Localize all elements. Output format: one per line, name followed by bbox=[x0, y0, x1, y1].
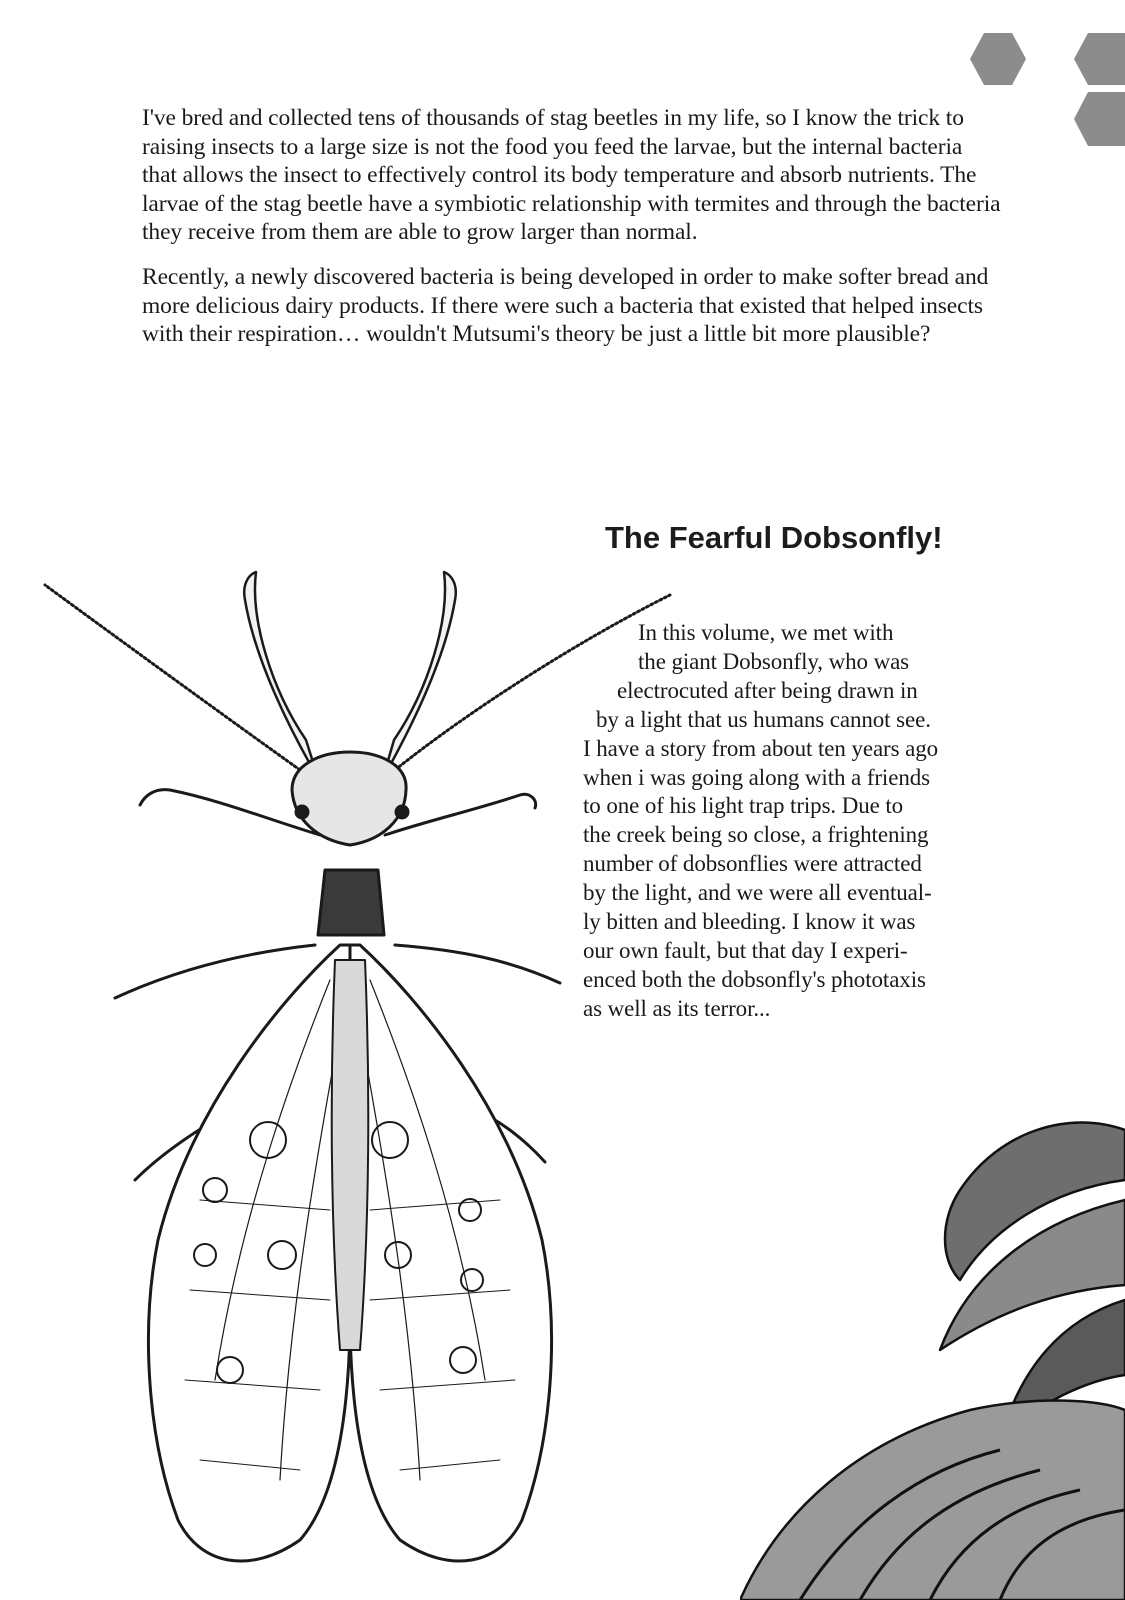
story-line: as well as its terror... bbox=[583, 995, 771, 1021]
dobsonfly-illustration bbox=[0, 560, 680, 1600]
story-line: enced both the dobsonfly's phototaxis bbox=[583, 966, 926, 992]
story-line: when i was going along with a friends bbox=[583, 764, 930, 790]
story-line: by a light that us humans cannot see. bbox=[596, 706, 931, 732]
intro-paragraph-1: I've bred and collected tens of thousands of stag beetles in my life, so I know the trick to raising insects to a large size is not the food you feed the larvae, but the internal bacteria that allows the insect to effectively control its body temperature and absorb nutrients. The larvae of the stag beetle have a symbiotic relationship with termites and through the bacteria they receive from them are able to grow larger than normal. bbox=[142, 105, 1001, 246]
story-line: the creek being so close, a frightening bbox=[583, 822, 929, 848]
intro-paragraph-2: Recently, a newly discovered bacteria is being developed in order to make softer bread and more delicious dairy products. If there were such a bacteria that existed that helped insects with their respiration… wouldn't Mutsumi's theory be just a little bit more plausible? bbox=[142, 263, 989, 348]
story-line: number of dobsonflies were attracted bbox=[583, 851, 922, 877]
story-line: to one of his light trap trips. Due to bbox=[583, 793, 904, 819]
intro-text bbox=[142, 104, 1002, 365]
story-line: our own fault, but that day I experi- bbox=[583, 937, 908, 963]
story-line: In this volume, we met with bbox=[638, 620, 894, 645]
section-heading: The Fearful Dobsonfly! bbox=[605, 520, 943, 555]
story-line: electrocuted after being drawn in bbox=[617, 677, 918, 703]
plant-leaves-decoration bbox=[740, 1110, 1125, 1600]
story-line: the giant Dobsonfly, who was bbox=[638, 648, 910, 674]
story-line: ly bitten and bleeding. I know it was bbox=[583, 909, 916, 935]
story-line: I have a story from about ten years ago bbox=[583, 735, 939, 761]
story-line: by the light, and we were all eventual- bbox=[583, 880, 932, 906]
